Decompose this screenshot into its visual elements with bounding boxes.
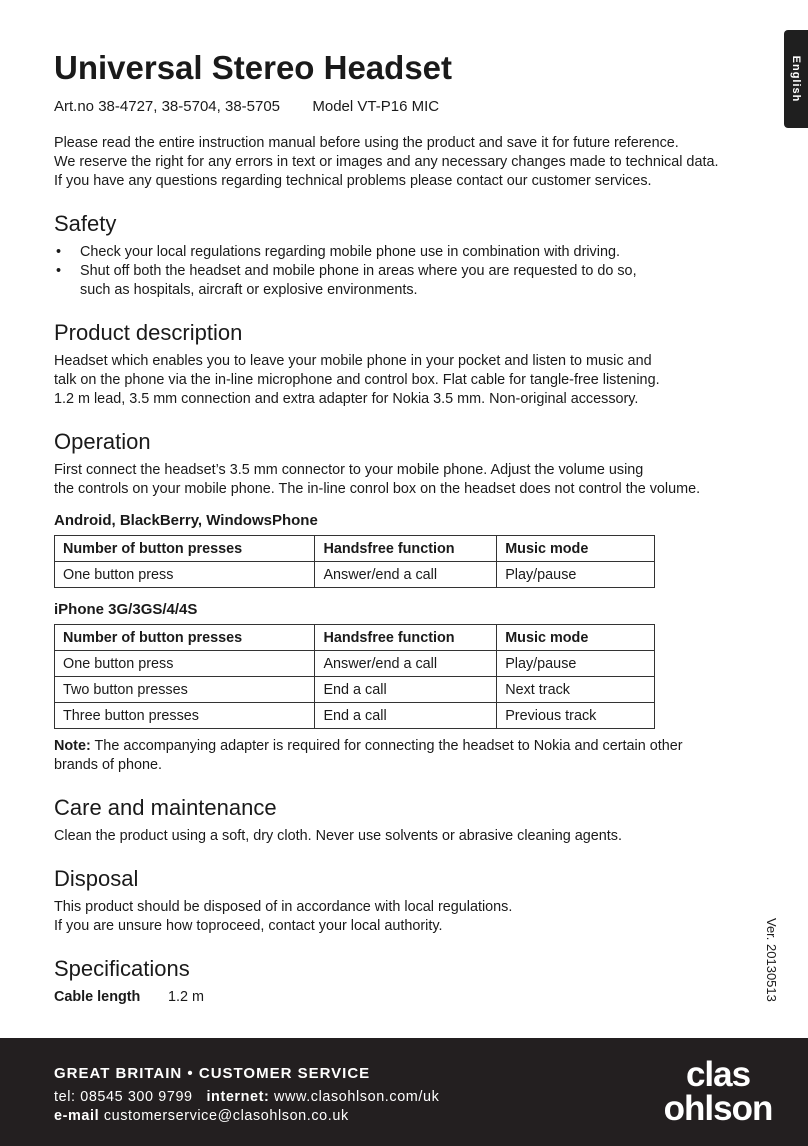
intro-line: We reserve the right for any errors in text or images and any necessary changes made to technical data. <box>54 154 719 170</box>
disposal-line: If you are unsure how toproceed, contact your local authority. <box>54 918 443 934</box>
intro-line: Please read the entire instruction manual before using the product and save it for future reference. <box>54 135 679 151</box>
android-table <box>54 535 655 588</box>
table-row <box>55 562 655 588</box>
operation-heading: Operation <box>54 429 151 454</box>
table-cell: Play/pause <box>497 651 655 677</box>
specifications-heading: Specifications <box>54 956 190 981</box>
art-no-value: 38-4727, 38-5704, 38-5705 <box>98 98 281 115</box>
logo-top: clas <box>685 1055 751 1094</box>
table-cell: Two button presses <box>55 677 315 703</box>
table-header-row <box>55 536 655 562</box>
logo-bottom: ohlson <box>663 1089 773 1128</box>
header-cell: Number of button presses <box>55 536 315 562</box>
internet-link[interactable]: www.clasohlson.com/uk <box>274 1089 440 1105</box>
language-tab <box>784 30 808 128</box>
list-item: • Check your local regulations regarding mobile phone use in combination with driving. <box>56 244 620 260</box>
note-label: Note: <box>54 738 91 754</box>
product-line: Headset which enables you to leave your mobile phone in your pocket and listen to music and <box>54 353 652 369</box>
spec-row <box>54 988 754 1007</box>
internet-label: internet: <box>206 1089 270 1105</box>
spec-value: 1.2 m <box>168 989 204 1005</box>
table-cell: One button press <box>55 562 315 588</box>
safety-heading: Safety <box>54 211 117 236</box>
language-tab-label: English <box>790 55 802 103</box>
header-cell: Handsfree function <box>315 536 497 562</box>
table-cell: End a call <box>315 677 497 703</box>
table-cell: End a call <box>315 703 497 729</box>
header-cell: Handsfree function <box>315 625 497 651</box>
header-cell: Music mode <box>497 625 655 651</box>
table-cell: Three button presses <box>55 703 315 729</box>
iphone-table <box>54 624 655 729</box>
intro-line: If you have any questions regarding technical problems please contact our customer services. <box>54 173 652 189</box>
note-text-continued: brands of phone. <box>54 757 163 773</box>
spec-label: Cable length <box>54 989 141 1005</box>
version-label: Ver. 20130513 <box>764 918 779 1002</box>
article-line <box>54 96 754 118</box>
model-label: Model <box>312 98 354 115</box>
footer <box>0 1038 808 1146</box>
list-item-continued: such as hospitals, aircraft or explosive environments. <box>80 282 418 298</box>
art-no-label: Art.no <box>54 98 95 115</box>
product-line: talk on the phone via the in-line microphone and control box. Flat cable for tangle-free listening. <box>54 372 660 388</box>
footer-email-line <box>54 1108 349 1124</box>
header-cell: Music mode <box>497 536 655 562</box>
page-title: Universal Stereo Headset <box>54 49 453 86</box>
table-row <box>55 677 655 703</box>
table-cell: Play/pause <box>497 562 655 588</box>
android-heading: Android, BlackBerry, WindowsPhone <box>54 512 318 529</box>
note-text: The accompanying adapter is required for connecting the headset to Nokia and certain other <box>90 738 683 754</box>
model-value: VT-P16 MIC <box>357 98 440 115</box>
disposal-line: This product should be disposed of in accordance with local regulations. <box>54 899 513 915</box>
table-cell: Answer/end a call <box>315 562 497 588</box>
table-header-row <box>55 625 655 651</box>
table-row <box>55 651 655 677</box>
intro <box>54 134 754 191</box>
footer-contact-line <box>54 1089 439 1105</box>
email-link[interactable]: customerservice@clasohlson.co.uk <box>103 1108 349 1124</box>
operation-line: First connect the headset’s 3.5 mm connector to your mobile phone. Adjust the volume using <box>54 462 644 478</box>
iphone-heading: iPhone 3G/3GS/4/4S <box>54 601 198 618</box>
email-label: e-mail <box>54 1108 100 1124</box>
care-text: Clean the product using a soft, dry cloth. Never use solvents or abrasive cleaning agents. <box>54 828 622 844</box>
clas-ohlson-logo <box>656 1055 780 1130</box>
footer-title: GREAT BRITAIN • CUSTOMER SERVICE <box>54 1065 371 1082</box>
tel-label: tel: <box>54 1089 76 1105</box>
table-cell: Previous track <box>497 703 655 729</box>
disposal-heading: Disposal <box>54 866 139 891</box>
note <box>54 737 754 775</box>
safety-list <box>54 243 754 300</box>
care-heading: Care and maintenance <box>54 795 277 820</box>
product-line: 1.2 m lead, 3.5 mm connection and extra adapter for Nokia 3.5 mm. Non-original accessory. <box>54 391 639 407</box>
table-cell: Next track <box>497 677 655 703</box>
product-heading: Product description <box>54 320 243 345</box>
table-cell: One button press <box>55 651 315 677</box>
list-item: • Shut off both the headset and mobile phone in areas where you are requested to do so, <box>56 263 637 279</box>
header-cell: Number of button presses <box>55 625 315 651</box>
operation-line: the controls on your mobile phone. The in-line conrol box on the headset does not control the volume. <box>54 481 701 497</box>
tel-value: 08545 300 9799 <box>80 1089 193 1105</box>
table-row <box>55 703 655 729</box>
manual-content <box>54 46 754 1007</box>
table-cell: Answer/end a call <box>315 651 497 677</box>
